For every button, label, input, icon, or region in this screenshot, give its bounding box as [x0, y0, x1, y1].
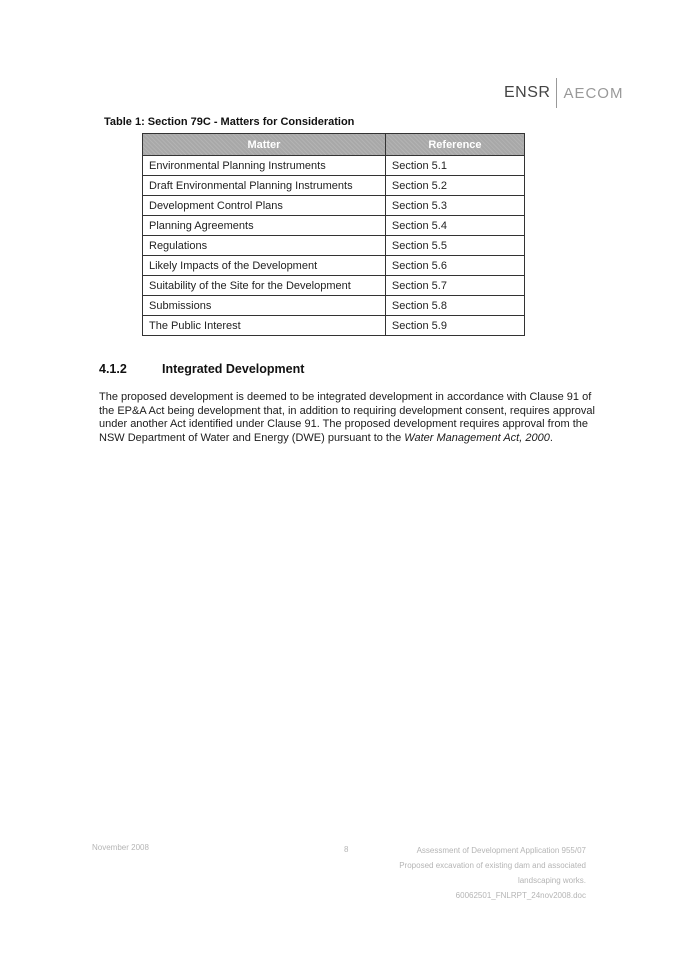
matter-cell: Development Control Plans — [143, 196, 386, 216]
footer-line: 60062501_FNLRPT_24nov2008.doc — [455, 891, 586, 900]
matter-cell: Submissions — [143, 296, 386, 316]
section-heading: Integrated Development — [162, 362, 305, 376]
footer-line: landscaping works. — [517, 876, 586, 885]
table-row — [143, 156, 525, 176]
table-row — [143, 236, 525, 256]
reference-cell: Section 5.5 — [385, 236, 524, 256]
matter-cell: Regulations — [143, 236, 386, 256]
reference-cell: Section 5.8 — [385, 296, 524, 316]
reference-cell: Section 5.2 — [385, 176, 524, 196]
reference-cell: Section 5.9 — [385, 316, 524, 336]
matter-cell: The Public Interest — [143, 316, 386, 336]
table-row — [143, 196, 525, 216]
matters-table — [142, 133, 525, 336]
footer-line: Proposed excavation of existing dam and associated — [399, 861, 586, 870]
logo-ensr-text: ENSR — [504, 84, 551, 101]
paragraph-text: The proposed development is deemed to be integrated development in accordance with Clause 91 of the EP&A Act being development that, in addition to requiring development consent, requires approval under another Act identified under Clause 91. The proposed development requires approval from the NSW Department of Water and Energy (DWE) pursuant to the — [99, 391, 595, 444]
paragraph-end: . — [549, 431, 553, 444]
matter-cell: Draft Environmental Planning Instruments — [143, 176, 386, 196]
reference-cell: Section 5.1 — [385, 156, 524, 176]
reference-cell: Section 5.3 — [385, 196, 524, 216]
section-paragraph — [99, 391, 599, 445]
footer-document-info — [376, 843, 586, 903]
company-logo — [504, 78, 623, 108]
table-row — [143, 216, 525, 236]
logo-aecom-text: AECOM — [563, 84, 624, 102]
table-row — [143, 176, 525, 196]
reference-cell: Section 5.4 — [385, 216, 524, 236]
table-row — [143, 296, 525, 316]
section-number: 4.1.2 — [99, 362, 127, 376]
footer-line: Assessment of Development Application 955/07 — [416, 846, 586, 855]
table-header-row — [143, 134, 525, 156]
matter-cell: Planning Agreements — [143, 216, 386, 236]
reference-cell: Section 5.6 — [385, 256, 524, 276]
act-name: Water Management Act, 2000 — [404, 431, 550, 444]
footer-date: November 2008 — [92, 843, 149, 852]
header-reference: Reference — [385, 134, 524, 156]
table-row — [143, 256, 525, 276]
header-matter: Matter — [143, 134, 386, 156]
table-row — [143, 276, 525, 296]
reference-cell: Section 5.7 — [385, 276, 524, 296]
table-row — [143, 316, 525, 336]
page-number: 8 — [344, 845, 349, 854]
matter-cell: Likely Impacts of the Development — [143, 256, 386, 276]
table-title: Table 1: Section 79C - Matters for Consideration — [104, 116, 355, 128]
matter-cell: Environmental Planning Instruments — [143, 156, 386, 176]
matter-cell: Suitability of the Site for the Development — [143, 276, 386, 296]
logo-divider — [556, 78, 557, 108]
